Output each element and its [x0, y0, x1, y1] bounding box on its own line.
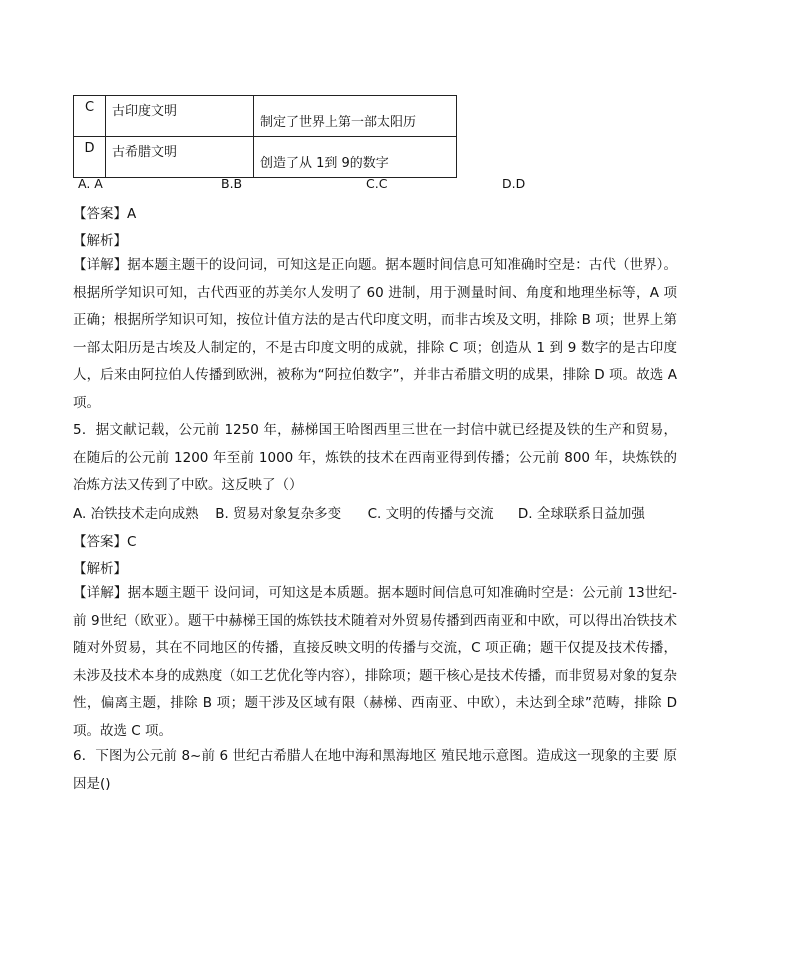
- q5-option-d: D. 全球联系日益加强: [517, 506, 645, 522]
- q5-options: [73, 502, 645, 522]
- q4-option-b: B.B: [221, 176, 243, 191]
- q5-option-c: C. 文明的传播与交流: [367, 506, 494, 522]
- row-name: 古印度文明: [106, 96, 254, 137]
- row-key: D: [74, 137, 106, 178]
- q4-option-a: A. A: [78, 176, 103, 191]
- q5-stem: 5．据文献记载，公元前 1250 年，赫梯国王哈图西里三世在一封信中就已经提及铁的生产和贸易，在随后的公元前 1200 年至前 1000 年，炼铁的技术在西南亚得到传播；公元前 800 年，块炼铁的冶炼方法又传到了中欧。这反映了（）: [73, 422, 677, 493]
- row-desc: 创造了从 1到 9的数字: [254, 137, 457, 178]
- q6-stem: 6．下图为公元前 8~前 6 世纪古希腊人在地中海和黑海地区 殖民地示意图。造成这一现象的主要 原因是(): [73, 748, 677, 792]
- q4-detail: 【详解】据本题主题干的设问词，可知这是正向题。据本题时间信息可知准确时空是：古代（世界）。根据所学知识可知，古代西亚的苏美尔人发明了 60 进制，用于测量时间、角度和地理坐标等，A 项正确；根据所学知识可知，按位计值方法的是古代印度文明，而非古埃及文明，排除 B 项；世界上第一部太阳历是古埃及人制定的，不是古印度文明的成就，排除 C 项；创造从 1 到 9 数字的是古印度人，后来由阿拉伯人传播到欧洲，被称为“阿拉伯数字”，并非古希腊文明的成果，排除 D 项。故选 A 项。: [73, 257, 677, 411]
- q5-detail: 【详解】据本题主题干 设问词，可知这是本质题。据本题时间信息可知准确时空是：公元前 13世纪-前 9世纪（欧亚）。题干中赫梯王国的炼铁技术随着对外贸易传播到西南亚和中欧，可以得出冶铁技术随对外贸易，其在不同地区的传播，直接反映文明的传播与交流，C 项正确；题干仅提及技术传播，未涉及技术本身的成熟度（如工艺优化等内容），排除项；题干核心是技术传播，而非贸易对象的复杂性，偏离主题，排除 B 项；题干涉及区域有限（赫梯、西南亚、中欧），未达到全球”范畴，排除 D 项。故选 C 项。: [73, 585, 677, 739]
- q5-answer: 【答案】C: [73, 534, 137, 550]
- q4-option-c: C.C: [366, 176, 388, 191]
- table-row: [74, 137, 457, 178]
- options-table: [73, 95, 457, 178]
- row-name: 古希腊文明: [106, 137, 254, 178]
- q4-option-d: D.D: [502, 176, 526, 191]
- q5-option-b: B. 贸易对象复杂多变: [215, 506, 342, 522]
- q5-option-a: A. 冶铁技术走向成熟: [73, 506, 199, 522]
- row-desc: 制定了世界上第一部太阳历: [254, 96, 457, 137]
- q4-answer: 【答案】A: [73, 206, 137, 222]
- q4-analysis-label: 【解析】: [73, 233, 127, 249]
- q5-analysis-label: 【解析】: [73, 561, 127, 577]
- row-key: C: [74, 96, 106, 137]
- table-row: [74, 96, 457, 137]
